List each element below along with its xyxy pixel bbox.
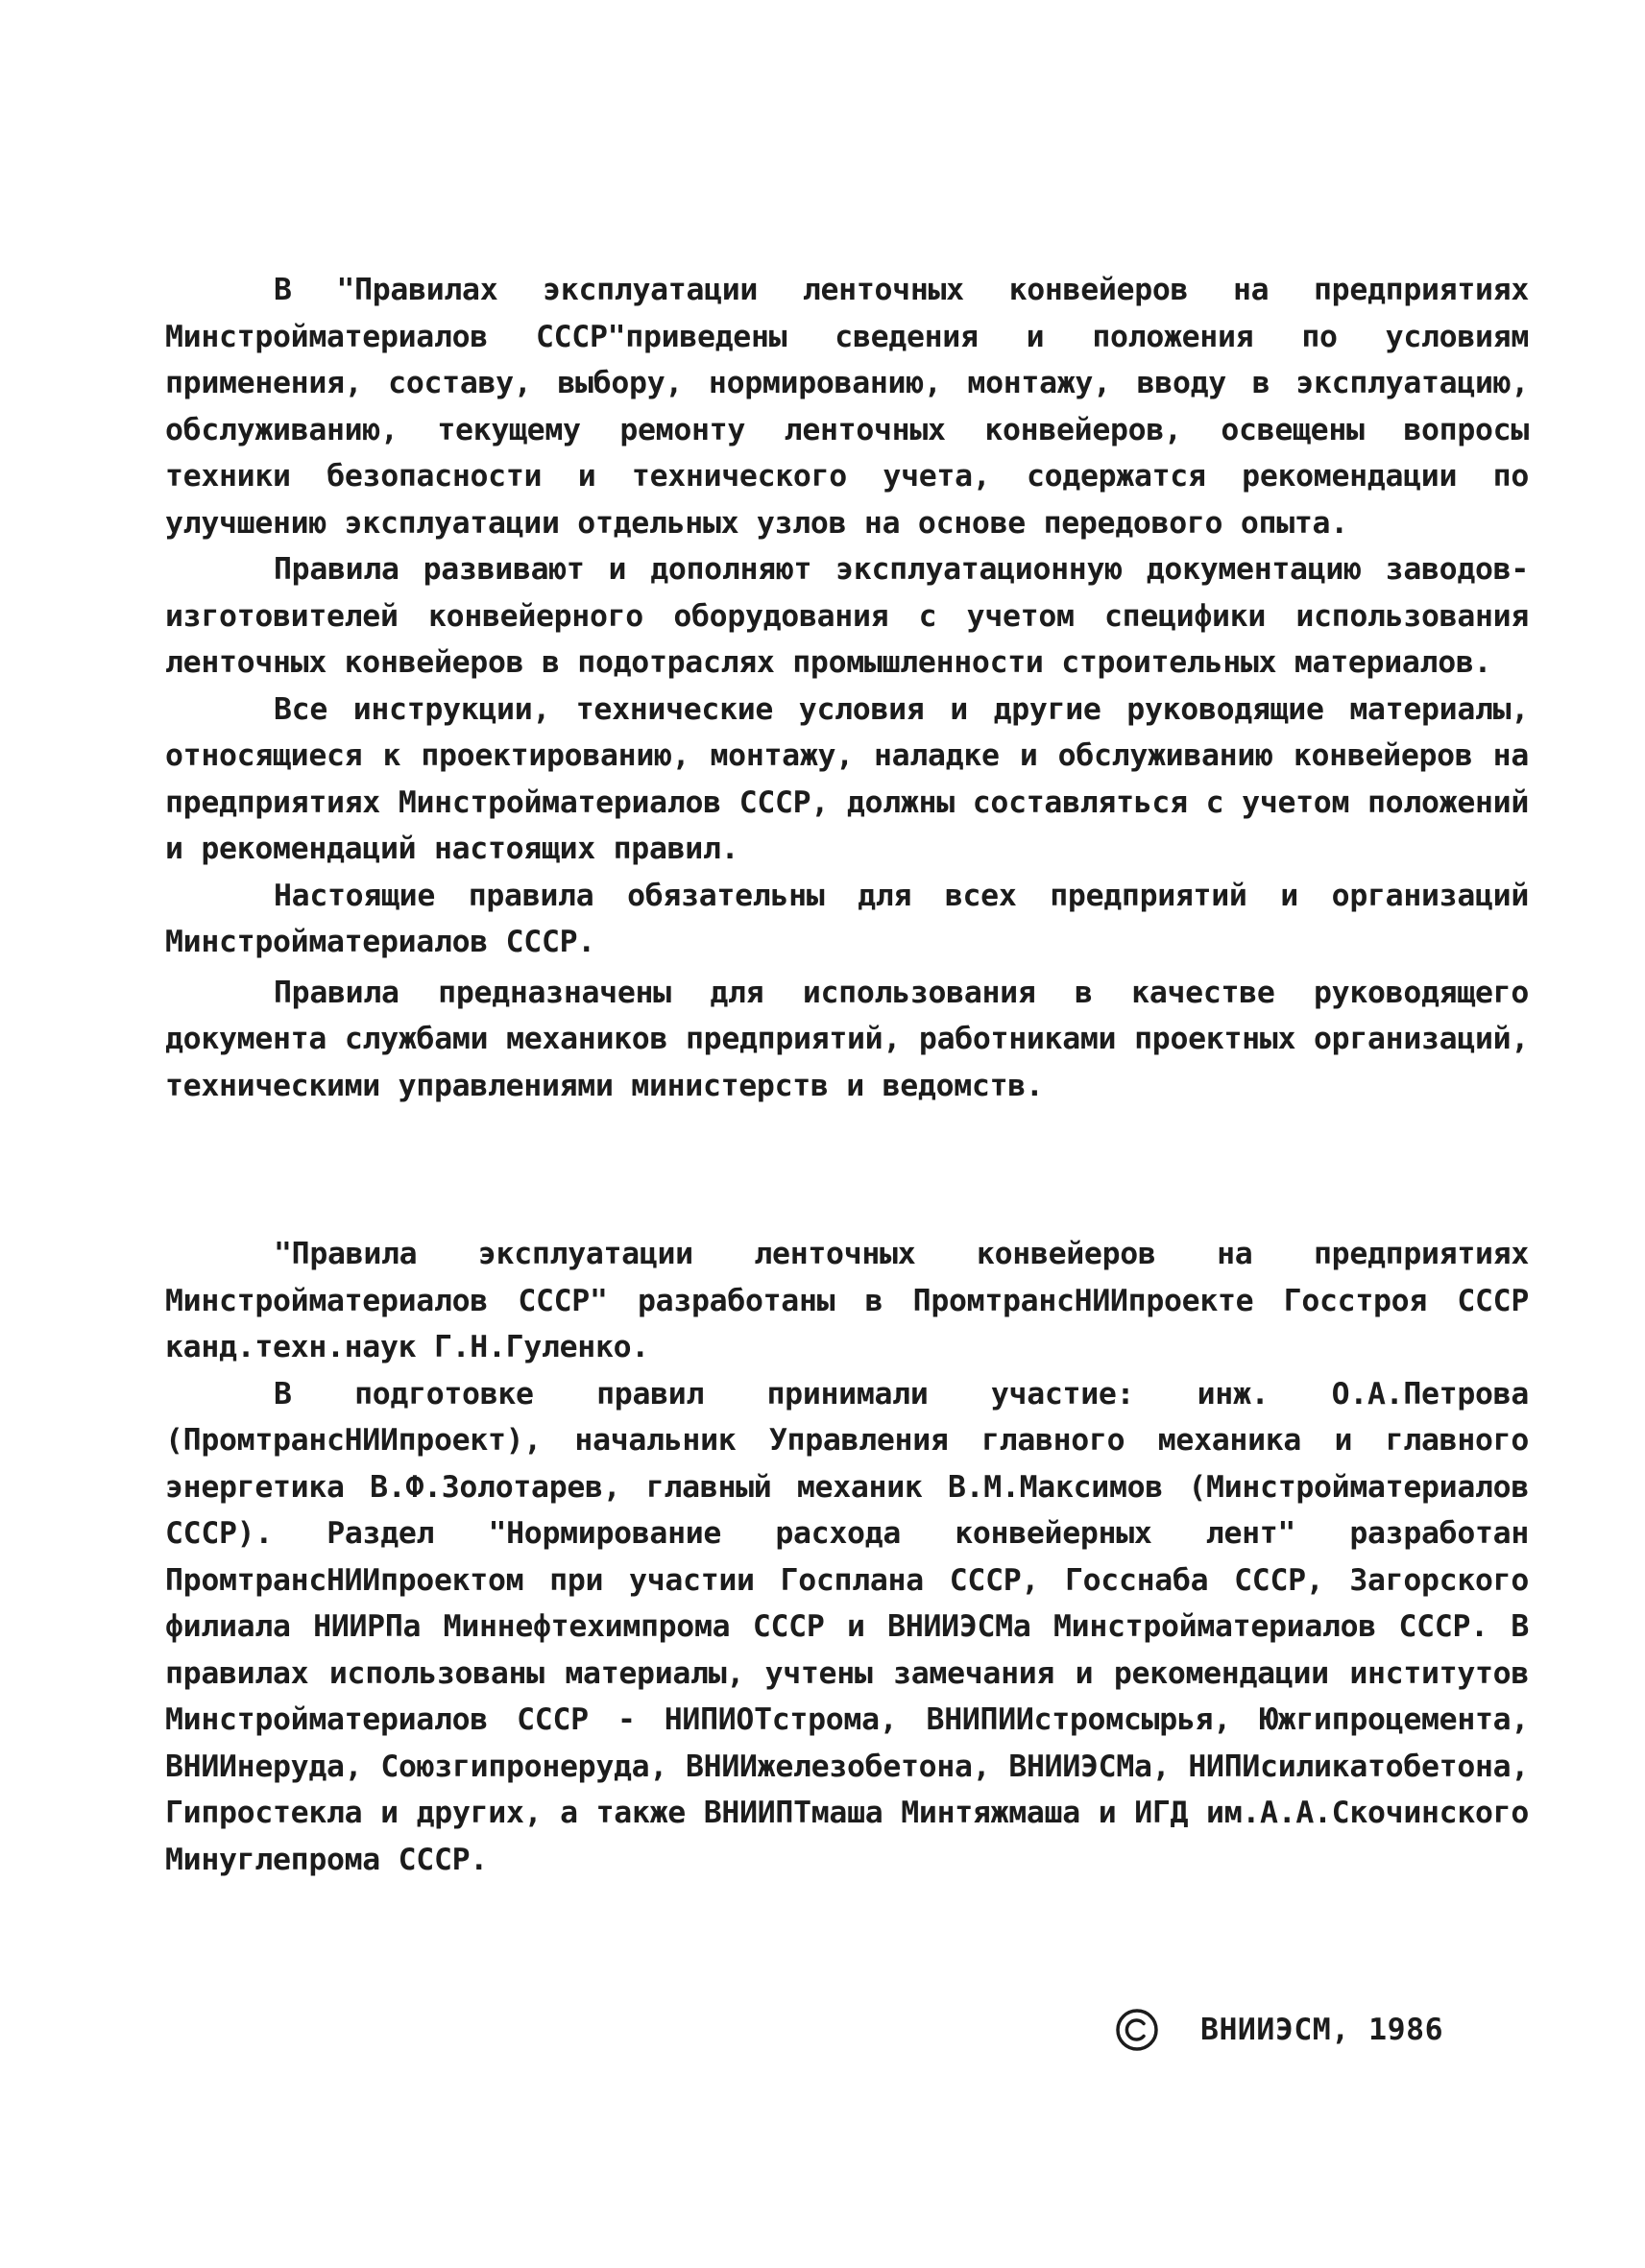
intro-paragraph-2: Правила развивают и дополняют эксплуатационную документацию заводов-изготовителей конвейерного оборудования с учетом специфики использования ленточных конвейеров в подотраслях промышленности строительных материалов. — [165, 552, 1529, 680]
intro-paragraph-4: Настоящие правила обязательны для всех предприятий и организаций Минстройматериалов СССР. — [165, 878, 1529, 959]
credits-section — [165, 1231, 1529, 1883]
copyright-notice — [1114, 2007, 1443, 2053]
copyright-icon — [1114, 2007, 1160, 2053]
copyright-text: ВНИИЭСМ, 1986 — [1200, 2013, 1444, 2047]
intro-section — [165, 267, 1529, 1109]
intro-paragraph-3: Все инструкции, технические условия и другие руководящие материалы, относящиеся к проектированию, монтажу, наладке и обслуживанию конвейеров на предприятиях Минстройматериалов СССР, должны составляться с учетом положений и рекомендаций настоящих правил. — [165, 691, 1529, 866]
credits-paragraph-2: В подготовке правил принимали участие: инж. О.А.Петрова (ПромтрансНИИпроект), начальник Управления главного механика и главного энергетика В.Ф.Золотарев, главный механик В.М.Максимов (Минстройматериалов СССР). Раздел "Нормирование расхода конвейерных лент" разработан ПромтрансНИИпроектом при участии Госплана СССР, Госснаба СССР, Загорского филиала НИИРПа Миннефтехимпрома СССР и ВНИИЭСМа Минстройматериалов СССР. В правилах использованы материалы, учтены замечания и рекомендации институтов Минстройматериалов СССР - НИПИОТстрома, ВНИПИИстромсырья, Южгипроцемента, ВНИИнеруда, Союзгипронеруда, ВНИИжелезобетона, ВНИИЭСМа, НИПИсиликатобетона, Гипростекла и других, а также ВНИИПТмаша Минтяжмаша и ИГД им.А.А.Скочинского Минуглепрома СССР. — [165, 1376, 1529, 1877]
intro-paragraph-5: Правила предназначены для использования в качестве руководящего документа службами механиков предприятий, работниками проектных организаций, техническими управлениями министерств и ведомств. — [165, 975, 1529, 1103]
credits-paragraph-1: "Правила эксплуатации ленточных конвейеров на предприятиях Минстройматериалов СССР" разработаны в ПромтрансНИИпроекте Госстроя СССР канд.техн.наук Г.Н.Гуленко. — [165, 1237, 1529, 1364]
intro-paragraph-1: В "Правилах эксплуатации ленточных конвейеров на предприятиях Минстройматериалов СССР"приведены сведения и положения по условиям применения, составу, выбору, нормированию, монтажу, вводу в эксплуатацию, обслуживанию, текущему ремонту ленточных конвейеров, освещены вопросы техники безопасности и технического учета, содержатся рекомендации по улучшению эксплуатации отдельных узлов на основе передового опыта. — [165, 273, 1529, 541]
